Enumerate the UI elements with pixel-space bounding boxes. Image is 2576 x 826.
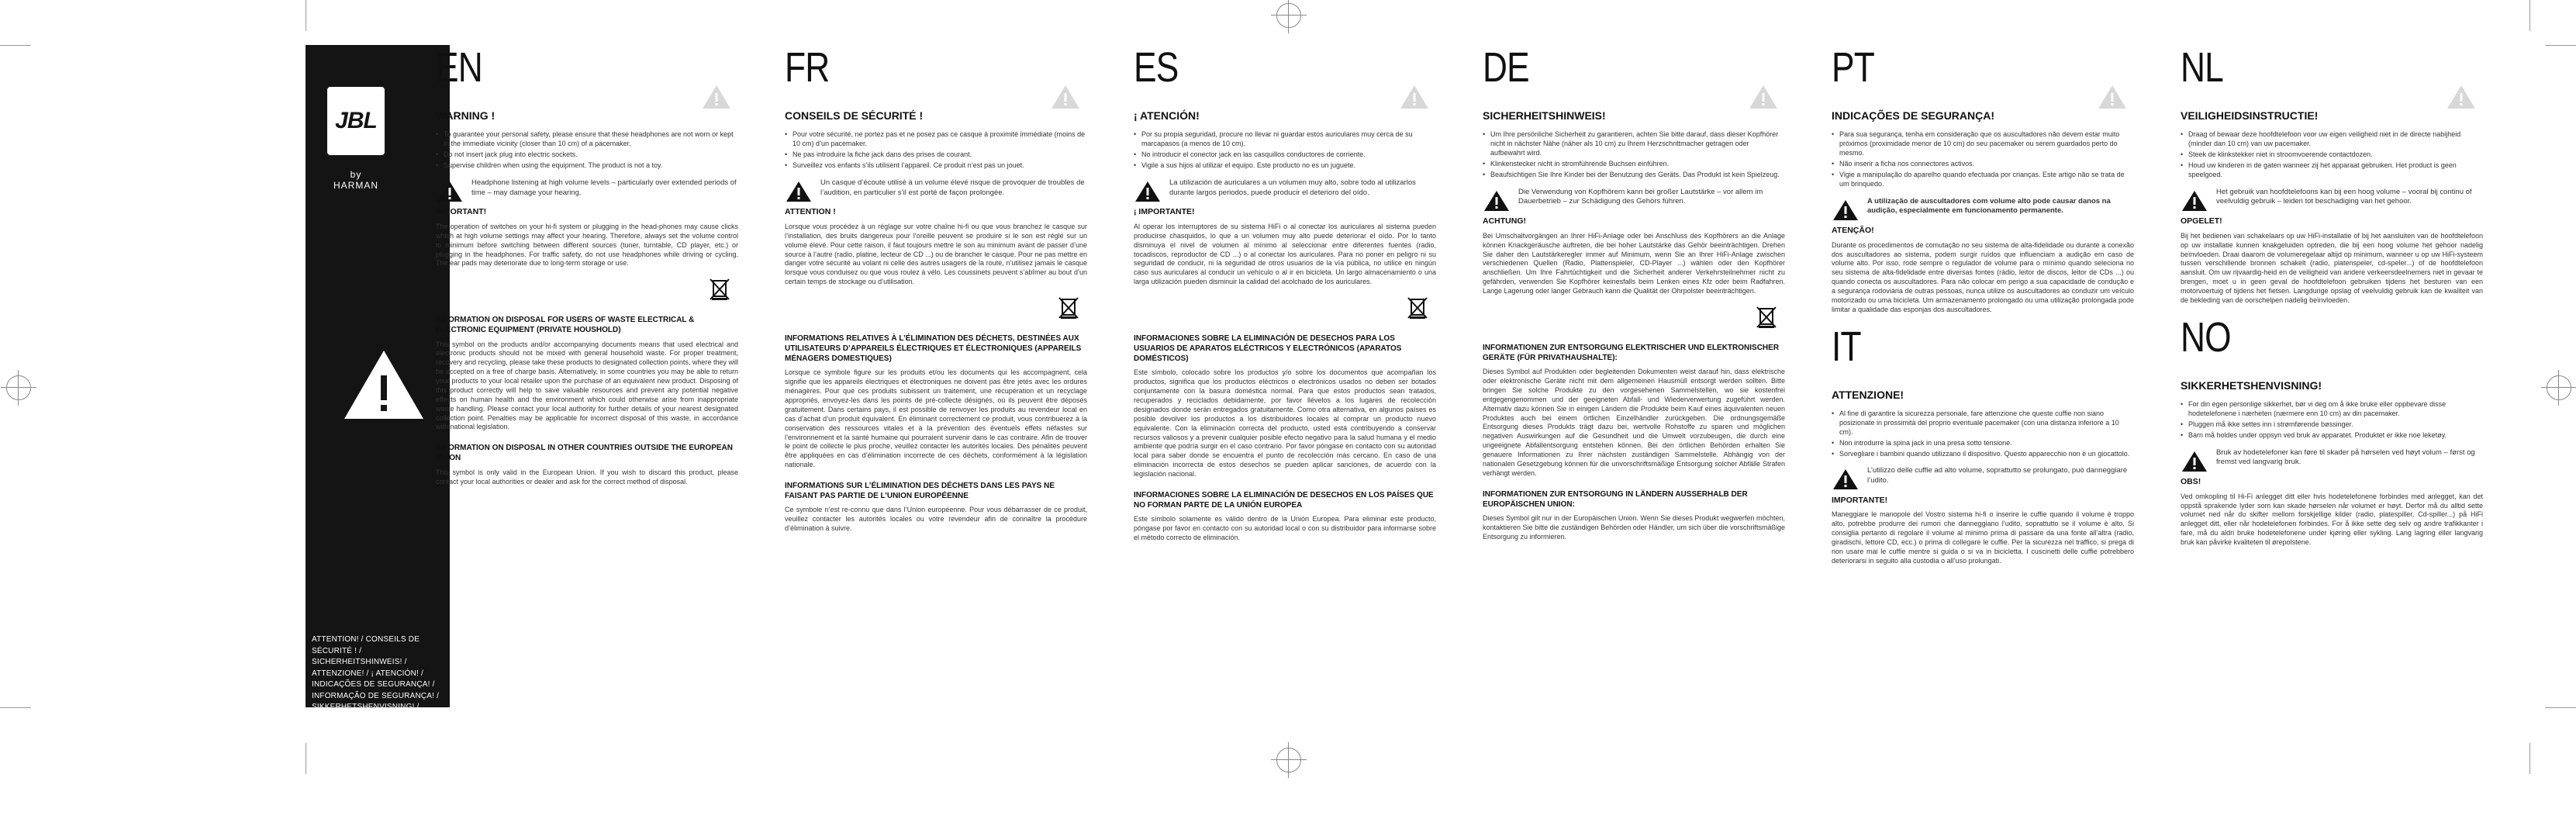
important-title: ¡ IMPORTANTE! [1134, 207, 1195, 217]
important-text: The operation of switches on your hi-fi system or plugging in the head-phones may cause clicks which at high volume settings may affect your hearing. Therefore, always set the volume control to minimum before switching between different sources (tuner, turntable, CD player, etc.) or plugging in the headphones. For traffic safety, do not use headphones while driving or cycling. The ear pads may deteriorate due to long-term storage or use. [436, 222, 738, 268]
warning-icon [701, 84, 732, 110]
hearing-caution [1134, 178, 1436, 198]
important-title: IMPORTANT! [436, 207, 487, 217]
warning-icon [2181, 189, 2208, 213]
list-item: • Pour votre sécurité, ne portez pas et ne posez pas ce casque à proximité immédiate (moins de 10 cm) d’un pacemaker. [785, 130, 1087, 149]
column-fr [785, 44, 1087, 540]
weee-bin-icon [1134, 293, 1428, 323]
hearing-caution [1483, 188, 1785, 207]
warning-icon [2097, 84, 2128, 110]
outside-eu-text: Este símbolo solamente es válido dentro de la Unión Europea. Para eliminar este producto, póngase por favor en contacto con su autoridad local o con su distribuidor para informarse sobre el método correcto de eliminación. [1134, 515, 1436, 542]
list-item: • Para sua segurança, tenha em consideração que os auscultadores não devem estar muito próximos (proximidade menor de 10 cm) do seu pacemaker ou serem guardados perto do mesmo. [1832, 130, 2134, 158]
column-pt-it [1832, 44, 2134, 572]
list-item: • Houd uw kinderen in de gaten wanneer zij het apparaat gebruiken. Het product is geen speelgoed. [2181, 161, 2483, 180]
important-text: Al operar los interruptores de su sistema HiFi o al conectar los auriculares al sistema pueden producirse chasquidos, lo que a un volumen muy alto puede deteriorar el oído. Por lo tanto disminuya el nivel de volumen al mínimo al seleccionar entre diferentes fuentes (radio, tocadiscos, reproductor de CD ...) o al conectar los auriculares. Para no poner en peligro ni su seguridad de conducir, ni la seguridad de otros usuarios de la vía pública, no utilice en ningún caso sus auriculares al conducir un vehículo o al ir en bicicleta. Un largo almacenamiento o una larga utilización pueden disminuir la calidad del acolchado de los auriculares. [1134, 222, 1436, 286]
disposal-title: INFORMATIONS RELATIVES À L’ÉLIMINATION DES DÉCHETS, DESTINÉES AUX UTILISATEURS D’APPAREILS ÉLECTRIQUES ET ÉLECTRONIQUES (APPAREILS MÉNAGERS DOMESTIQUES) [785, 334, 1082, 364]
cover-panel [306, 45, 450, 824]
important-title: OBS! [2181, 476, 2201, 486]
section-title: ¡ ATENCIÓN! [1134, 109, 1200, 122]
caution-text: Die Verwendung von Kopfhörern kann bei großer Lautstärke – vor allem im Dauerbetrieb – zur Schädigung des Gehörs führen. [1518, 187, 1763, 206]
registration-mark [6, 375, 31, 400]
list-item: • Do not insert jack plug into electric sockets. [436, 150, 738, 160]
warning-icon [1832, 199, 1859, 222]
safety-list [1832, 410, 2134, 458]
outside-eu-text: Ce symbole n’est re-connu que dans l’Union européenne. Pour vous débarrasser de ce produit, veuillez contacter les autorités locales ou votre revendeur afin de connaître la procédure d’élimination à suivre. [785, 506, 1087, 533]
list-item: • Pluggen må ikke settes inn i strømførende bøssinger. [2181, 420, 2483, 430]
disposal-text: Este símbolo, colocado sobre los productos y/o sobre los documentos que acompañan los productos, significa que los productos eléctricos o electrónicos usados no deben ser botados conjuntamente con la basura doméstica normal. Para que estos productos sean tratados, recuperados y reciclados debidamente, por favor llévelos a los lugares de recolección designados donde serán entregados gratuitamente. Como otra alternativa, en algunos países es posible devolver los productos a los distribuidores locales al comprar un producto nuevo equivalente. Con la eliminación correcta del producto, usted está contribuyendo a conservar recursos valiosos y a prevenir cualquier posible efecto negativo para la salud humana y el medio ambiente que podría surgir en el caso contrario. Por favor póngase en contacto con su autoridad local para saber donde se encuentra el punto de recolección más cercano. En caso de una eliminación incorrecta de estos desechos se pueden aplicar sanciones, de acuerdo con la legislación nacional. [1134, 368, 1436, 479]
hearing-caution [2181, 448, 2483, 468]
crop-mark [0, 45, 31, 46]
outside-eu-title: INFORMACIONES SOBRE LA ELIMINACIÓN DE DESECHOS EN LOS PAÍSES QUE NO FORMAN PARTE DE LA UNIÓN EUROPEA [1134, 490, 1434, 510]
disposal-title: INFORMATION ON DISPOSAL FOR USERS OF WASTE ELECTRICAL & ELECTRONIC EQUIPMENT (PRIVATE HOUSHOLD) [436, 316, 695, 335]
safety-list [436, 130, 738, 171]
important-text: Durante os procedimentos de comutação no seu sistema de alta-fidelidade ou durante a conexão dos auscultadores ao sistema, podem surgir ruídos que influenciam a audição em caso de volume alto. Por isso, rode sempre o regulador de volume para o mínimo quando seleciona no seu sistema de alta-fidelidade entre diversas fontes (rádio, leitor de discos, leitor de CDs ...) ou quando conecta os auscultadores. Para não colocar em perigo a sua capacidade de condução e a segurança rodoviária de outras pessoas, nunca utilize os auscultadores ao conduzir um veículo motorizado ou uma bicicleta. Um armazenamento prolongado ou uma utilização prolongada pode limitar a qualidade das esponjas dos auscultadores. [1832, 240, 2134, 313]
list-item: • Vigie a manipulação do aparelho quando efectuada por crianças. Este artigo não se trata de um brinquedo. [1832, 171, 2134, 189]
caution-text: Het gebruik van hoofdtelefoons kan bij een hoog volume – vooral bij continu of veelvuldig gebruik – leiden tot beschadiging van het gehoor. [2216, 187, 2472, 206]
important-title: ACHTUNG! [1483, 216, 1526, 226]
crop-mark [2529, 743, 2530, 774]
warning-icon [1748, 84, 1779, 110]
caution-text: Headphone listening at high volume levels – particularly over extended periods of time – may damage your hearing. [471, 178, 737, 197]
list-item: • Draag of bewaar deze hoofdtelefoon voor uw eigen veiligheid niet in de directe nabijheid (minder dan 10 cm) van uw pacemaker. [2181, 130, 2483, 149]
crop-mark [2529, 0, 2530, 31]
disposal-text: Lorsque ce symbole figure sur les produits et/ou les documents qui les accompagnent, cela signifie que les appareils électriques et électroniques ne doivent pas être jetés avec les ordures ménagères. Pour que ces produits subissent un traitement, une récupération et un recyclage appropriés, envoyez-les dans les points de pré-collecte désignés, où ils peuvent être déposés gratuitement. Dans certains pays, il est possible de renvoyer les produits au revendeur local en cas d’achat d’un produit équivalent. En éliminant correctement ce produit, vous contribuerez à la conservation des ressources vitales et à la prévention des éventuels effets néfastes sur l’environnement et la santé humaine qui pourraient survenir dans le cas contraire. Afin de trouver le point de collecte le plus proche, veuillez contacter les autorités locales. Des pénalités peuvent être appliquées en cas d’élimination incorrecte de ces déchets, conformément à la législation nationale. [785, 368, 1087, 469]
language-code: ES [1134, 44, 1179, 91]
list-item: • Ne pas introduire la fiche jack dans des prises de courant. [785, 150, 1087, 160]
list-item: • Sorvegliare i bambini quando utilizzano il dispositivo. Questo apparecchio non è un giocattolo. [1832, 450, 2134, 459]
section-title: WARNING ! [436, 109, 496, 122]
safety-list [1832, 130, 2134, 188]
outside-eu-title: INFORMATION ON DISPOSAL IN OTHER COUNTRIES OUTSIDE THE EUROPEAN UNION [436, 444, 733, 463]
safety-list [1134, 130, 1436, 171]
warning-icon [2446, 84, 2477, 110]
important-title: OPGELET! [2181, 216, 2222, 226]
important-title: IMPORTANTE! [1832, 495, 1888, 505]
column-nl-no [2181, 44, 2483, 554]
important-text: Maneggiare le manopole del Vostro sistema hi-fi o inserire le cuffie quando il volume è troppo alto, potrebbe produrre dei rumori che danneggiano l’udito, soprattutto se il volume è alto. Si consiglia pertanto di regolare il volume al minimo prima di passare da una fonte all’altra (radio, giradischi, lettore CD, ecc.) o prima di collegare le cuffie. Per la sicurezza nel traffico, si prega di non usare mai le cuffie mentre si guida o si va in bicicletta. I cuscinetti delle cuffie potrebbero deteriorarsi in seguito alla custodia o all’uso prolungati. [1832, 510, 2134, 565]
registration-mark [1276, 3, 1301, 28]
jbl-logo: JBL [327, 87, 385, 155]
list-item: • No introducir el conector jack en las casquillos conductores de corriente. [1134, 150, 1436, 160]
list-item: • For din egen personlige sikkerhet, bør vi deg om å ikke bruke eller oppbevare disse hodetelefonene i nærheten (nærmere enn 10 cm) av din pacemaker. [2181, 400, 2483, 419]
column-en [436, 44, 738, 492]
section-title: INDICAÇÕES DE SEGURANÇA! [1832, 109, 1995, 122]
weee-bin-icon [1483, 302, 1777, 332]
caution-text: Un casque d’écoute utilisé à un volume élevé risque de provoquer de troubles de l’audition, en particulier s’il est porté de façon prolongée. [820, 178, 1085, 197]
caution-text: L’utilizzo delle cuffie ad alto volume, soprattutto se prolungato, può danneggiare l’udito. [1867, 466, 2128, 486]
hearing-caution [2181, 188, 2483, 207]
disposal-title: INFORMATIONEN ZUR ENTSORGUNG ELEKTRISCHER UND ELEKTRONISCHER GERÄTE (FÜR PRIVATHAUSHALTE): [1483, 343, 1780, 362]
caution-text: Bruk av hodetelefoner kan føre til skader på hørselen ved høyt volum – først og fremst ved langvarig bruk. [2216, 448, 2475, 467]
caution-text: La utilización de auriculares a un volumen muy alto, sobre todo al utilizarlos durante largos periodos, puede producir el deterioro del oído. [1169, 178, 1416, 197]
list-item: • Beaufsichtigen Sie Ihre Kinder bei der Benutzung des Geräts. Das Produkt ist kein Spielzeug. [1483, 171, 1785, 180]
disposal-text: This symbol on the products and/or accompanying documents means that used electrical and electronic products should not be mixed with general household waste. For proper treatment, recovery and recycling, please take these products to designated collection points, where they will be accepted on a free of charge basis. Alternatively, in some countries you may be able to return your products to your local retailer upon the purchase of an equivalent new product. Disposing of this product correctly will help to save valuable resources and prevent any potential negative effects on human health and the environment which could otherwise arise from inappropriate waste handling. Please contact your local authority for further details of your nearest designated collection point. Penalties may be applicable for incorrect disposal of this waste, in accordance with national legislation. [436, 340, 738, 431]
weee-bin-icon [436, 275, 730, 304]
weee-bin-icon [785, 293, 1079, 323]
section-title: ATTENZIONE! [1832, 388, 1904, 401]
language-code: DE [1483, 44, 1529, 91]
important-title: ATTENTION ! [785, 207, 836, 217]
outside-eu-text: This symbol is only valid in the European Union. If you wish to discard this product, please contact your local authorities or dealer and ask for the correct method of disposal. [436, 468, 738, 486]
list-item: • Klinkenstecker nicht in stromführende Buchsen einführen. [1483, 160, 1785, 169]
language-code: EN [436, 44, 482, 91]
language-code: FR [785, 44, 830, 91]
crop-mark [2545, 707, 2576, 708]
warning-icon [436, 180, 464, 203]
list-item: • Barn må holdes under oppsyn ved bruk av apparatet. Produktet er ikke noe leketøy. [2181, 431, 2483, 441]
important-text: Bij het bedienen van schakelaars op uw HiFi-installatie of bij het aansluiten van de hoofdtelefoon op uw installatie kunnen knakgeluiden optreden, die bij een hoog volume het gehoor nadelig beïnvloeden. Draai daarom de volumeregelaar altijd op minimum, wanneer u op uw HiFi-systeem tussen verschillende bronnen schakelt (radio, platenspeler, cd-speler...) of de hoofdtelefoon aansluit. Om uw rijvaardig-heid en de veiligheid van andere verkeersdeelnemers niet in gevaar te brengen, moet u in geen geval de hoofdtelefoon gebruiken tijdens het besturen van een motorvoertuig of tijdens het fietsen. Langdurige opslag of veelvuldig gebruik kan de kwaliteit van de bekleding van de oorschelpen nadelig beïnvloeden. [2181, 231, 2483, 304]
safety-list [2181, 130, 2483, 179]
warning-icon [1134, 180, 1162, 203]
crop-mark [0, 707, 31, 708]
list-item: • Supervise children when using the equipment. The product is not a toy. [436, 161, 738, 171]
language-code: PT [1832, 44, 1874, 91]
outside-eu-title: INFORMATIONEN ZUR ENTSORGUNG IN LÄNDERN AUSSERHALB DER EUROPÄISCHEN UNION: [1483, 489, 1748, 509]
list-item: • Por su propia seguridad, procure no llevar ni guardar estos auriculares muy cerca de su marcapasos (a menos de 10 cm). [1134, 130, 1436, 149]
warning-icon [1399, 84, 1430, 110]
warning-icon [1050, 84, 1081, 110]
list-item: • Não inserir a ficha nos connectores activos. [1832, 160, 2134, 169]
disposal-title: INFORMACIONES SOBRE LA ELIMINACIÓN DE DESECHOS PARA LOS USUARIOS DE APARATOS ELÉCTRICOS Y ELECTRÓNICOS (APARATOS DOMÉSTICOS) [1134, 334, 1402, 364]
hearing-caution [1832, 466, 2134, 486]
multilingual-warning: ATTENTION! / CONSEILS DE SÉCURITÉ ! / SICHERHEITSHINWEIS! / ATTENZIONE! / ¡ ATENCIÓN! / INDICAÇÕES DE SEGURANÇA! / INFORMAÇÃO DE SEGURANÇA! / SIKKERHETSHENVISNING! / SÄKERHETSANVISNINGAR! / TURVALLISUUSOHJE! / VEILIGHEIDSINSTRUCTIE! / WSKAZÓWKA BEZPIECZEŃSTWA! / BEZPEČNOSTNÍ POKYN! / POZOR! / BIZTONSÁGI TUDNIVALÓK! / UYARI! / УКАЗАНИЕ ПО МЕРАМ БЕЗОПАСНОСТИ! / 警告! / 安全提示! / 경고! [312, 635, 442, 824]
section-title: SIKKERHETSHENVISNING! [2181, 378, 2322, 392]
safety-list [2181, 400, 2483, 441]
important-title: ATENÇÃO! [1832, 225, 1874, 235]
column-de [1483, 44, 1785, 548]
language-code: NL [2181, 44, 2223, 91]
section-title: SICHERHEITSHINWEIS! [1483, 109, 1606, 122]
list-item: • Non introdurre la spina jack in una presa sotto tensione. [1832, 439, 2134, 448]
section-title: VEILIGHEIDSINSTRUCTIE! [2181, 109, 2319, 122]
important-text: Lorsque vous procédez à un réglage sur votre chaîne hi-fi ou que vous branchez le casque sur l’installation, des bruits dangereux pour l’oreille peuvent se produire si le son est réglé sur un volume élevé. Pour cette raison, il faut toujours mettre le son au minimum avant de passer d’une source à l’autre (radio, platine, lecteur de CD ...) ou de brancher le casque. Pour ne pas mettre en danger votre sécurité au volant ni celle des autres usagers de la route, n’utilisez jamais le casque lorsque vous conduisez ou que vous roulez à vélo. Les coussinets peuvent s’abîmer au bout d’un certain temps de stockage ou d’utilisation. [785, 222, 1087, 286]
section-title: CONSEILS DE SÉCURITÉ ! [785, 109, 924, 122]
warning-icon [2181, 450, 2208, 473]
registration-mark [2547, 375, 2571, 400]
outside-eu-text: Dieses Symbol gilt nur in der Europäischen Union. Wenn Sie dieses Produkt wegwerfen möchten, kontaktieren Sie bitte die zuständigen Behörden oder Händler, um sich über die vorschriftsmäßige Entsorgung zu informieren. [1483, 514, 1785, 541]
hearing-caution [1832, 197, 2134, 216]
list-item: • To guarantee your personal safety, please ensure that these headphones are not worn or kept in the immediate vicinity (closer than 10 cm) of a pacemaker. [436, 130, 738, 149]
disposal-text: Dieses Symbol auf Produkten oder begleitenden Dokumenten weist darauf hin, dass elektrische oder elektronische Geräte nicht mit dem allgemeinen Hausmüll entsorgt werden sollten. Bitte bringen Sie solche Produkte zu den vorgesehenen Sammelstellen, wo sie kostenfrei entgegengenommen und der geeigneten Abfall- und Wiederverwertung zugeführt werden. Alternativ dazu können Sie in einigen Ländern die Produkte beim Kauf eines äquivalenten neuen Produktes auch bei einem örtlichen Einzelhändler zurückgeben. Die ordnungsgemäße Entsorgung dieses Produkts trägt dazu bei, wertvolle Rohstoffe zu sparen und möglichen negativen Auswirkungen auf die Gesundheit und die Umwelt vorzubeugen, die durch eine ungeeignete Abfallentsorgung entstehen können. Bei den örtlichen Behörden erhalten Sie genauere Informationen zu Ihrer nächsten zuständigen Sammelstelle. Abhängig von der nationalen Gesetzgebung können für die unvorschriftsmäßige Entsorgung solcher Abfälle Strafen verhängt werden. [1483, 368, 1785, 477]
crop-mark [2545, 45, 2576, 46]
warning-triangle-icon [341, 347, 426, 422]
hearing-caution [436, 178, 738, 198]
registration-mark [1276, 748, 1301, 772]
harman-logo: by HARMAN [333, 169, 378, 191]
list-item: • Surveillez vos enfants s’ils utilisent l’appareil. Ce produit n’est pas un jouet. [785, 161, 1087, 171]
list-item: • Al fine di garantire la sicurezza personale, fare attenzione che queste cuffie non siano posizionate in prossimità del proprio eventuale pacemaker (con una distanza inferiore a 10 cm). [1832, 410, 2134, 437]
language-code: IT [1832, 323, 1861, 370]
caution-text: A utilização de auscultadores com volume alto pode causar danos na audição, especialmente em funcionamento permanente. [1867, 196, 2111, 216]
list-item: • Steek de klinkstekker niet in stroomvoerende contactdozen. [2181, 150, 2483, 160]
safety-list [1483, 130, 1785, 179]
warning-icon [1483, 189, 1511, 213]
warning-icon [1832, 468, 1859, 491]
important-text: Bei Umschaltvorgängen an Ihrer HiFi-Anlage oder bei Anschluss des Kopfhörers an die Anlage können Knackgeräusche auftreten, die bei hoher Lautstärke das Gehör beeinträchtigen. Drehen Sie daher den Lautstärkeregler immer auf Minimum, wenn Sie an Ihrer HiFi-Anlage zwischen verschiedenen Quellen (Radio, Plattenspieler, CD-Player ...) wählen oder den Kopfhörer anschließen. Um Ihre Fahrtüchtigkeit und die Sicherheit anderer Verkehrsteilnehmer nicht zu gefährden, verwenden Sie Kopfhörer keinesfalls beim Lenken eines Kfz oder beim Radfahren. Lange Lagerung oder langer Gebrauch kann die Qualität der Ohrpolster beeinträchtigen. [1483, 231, 1785, 295]
warning-icon [785, 180, 813, 203]
list-item: • Vigile a sus hijos al utilizar el equipo. Este producto no es un juguete. [1134, 161, 1436, 171]
language-code: NO [2181, 313, 2231, 361]
outside-eu-title: INFORMATIONS SUR L’ÉLIMINATION DES DÉCHETS DANS LES PAYS NE FAISANT PAS PARTIE DE L’UNION EUROPÉENNE [785, 482, 1055, 501]
safety-list [785, 130, 1087, 171]
important-text: Ved omkopling til Hi-Fi anlegget ditt eller hvis hodetelefonene forbindes med anlegget, kan det oppstå sprakende lyder som kan skade hørselen når volumet er høyt. Derfor må du alltid sette volumet ned når du skifter mellom forskjellige kilder (radio, platespiller, Cd-spiller...) på HiFi anlegget ditt, eller når hodetelefonen forbindes. For å ikke sette deg selv og andre trafikkanter i fare, må du aldri bruke hodetelefonene under kjøring eller sykling. Lang lagring eller langvarig bruk kan påvirke kvaliteten til ørepolstene. [2181, 492, 2483, 547]
list-item: • Um Ihre persönliche Sicherheit zu garantieren, achten Sie bitte darauf, dass dieser Kopfhörer nicht in nächster Nähe (näher als 10 cm) zu Ihrem Herzschrittmacher getragen oder aufbewahrt wird. [1483, 130, 1785, 158]
hearing-caution [785, 178, 1087, 198]
column-es [1134, 44, 1436, 549]
